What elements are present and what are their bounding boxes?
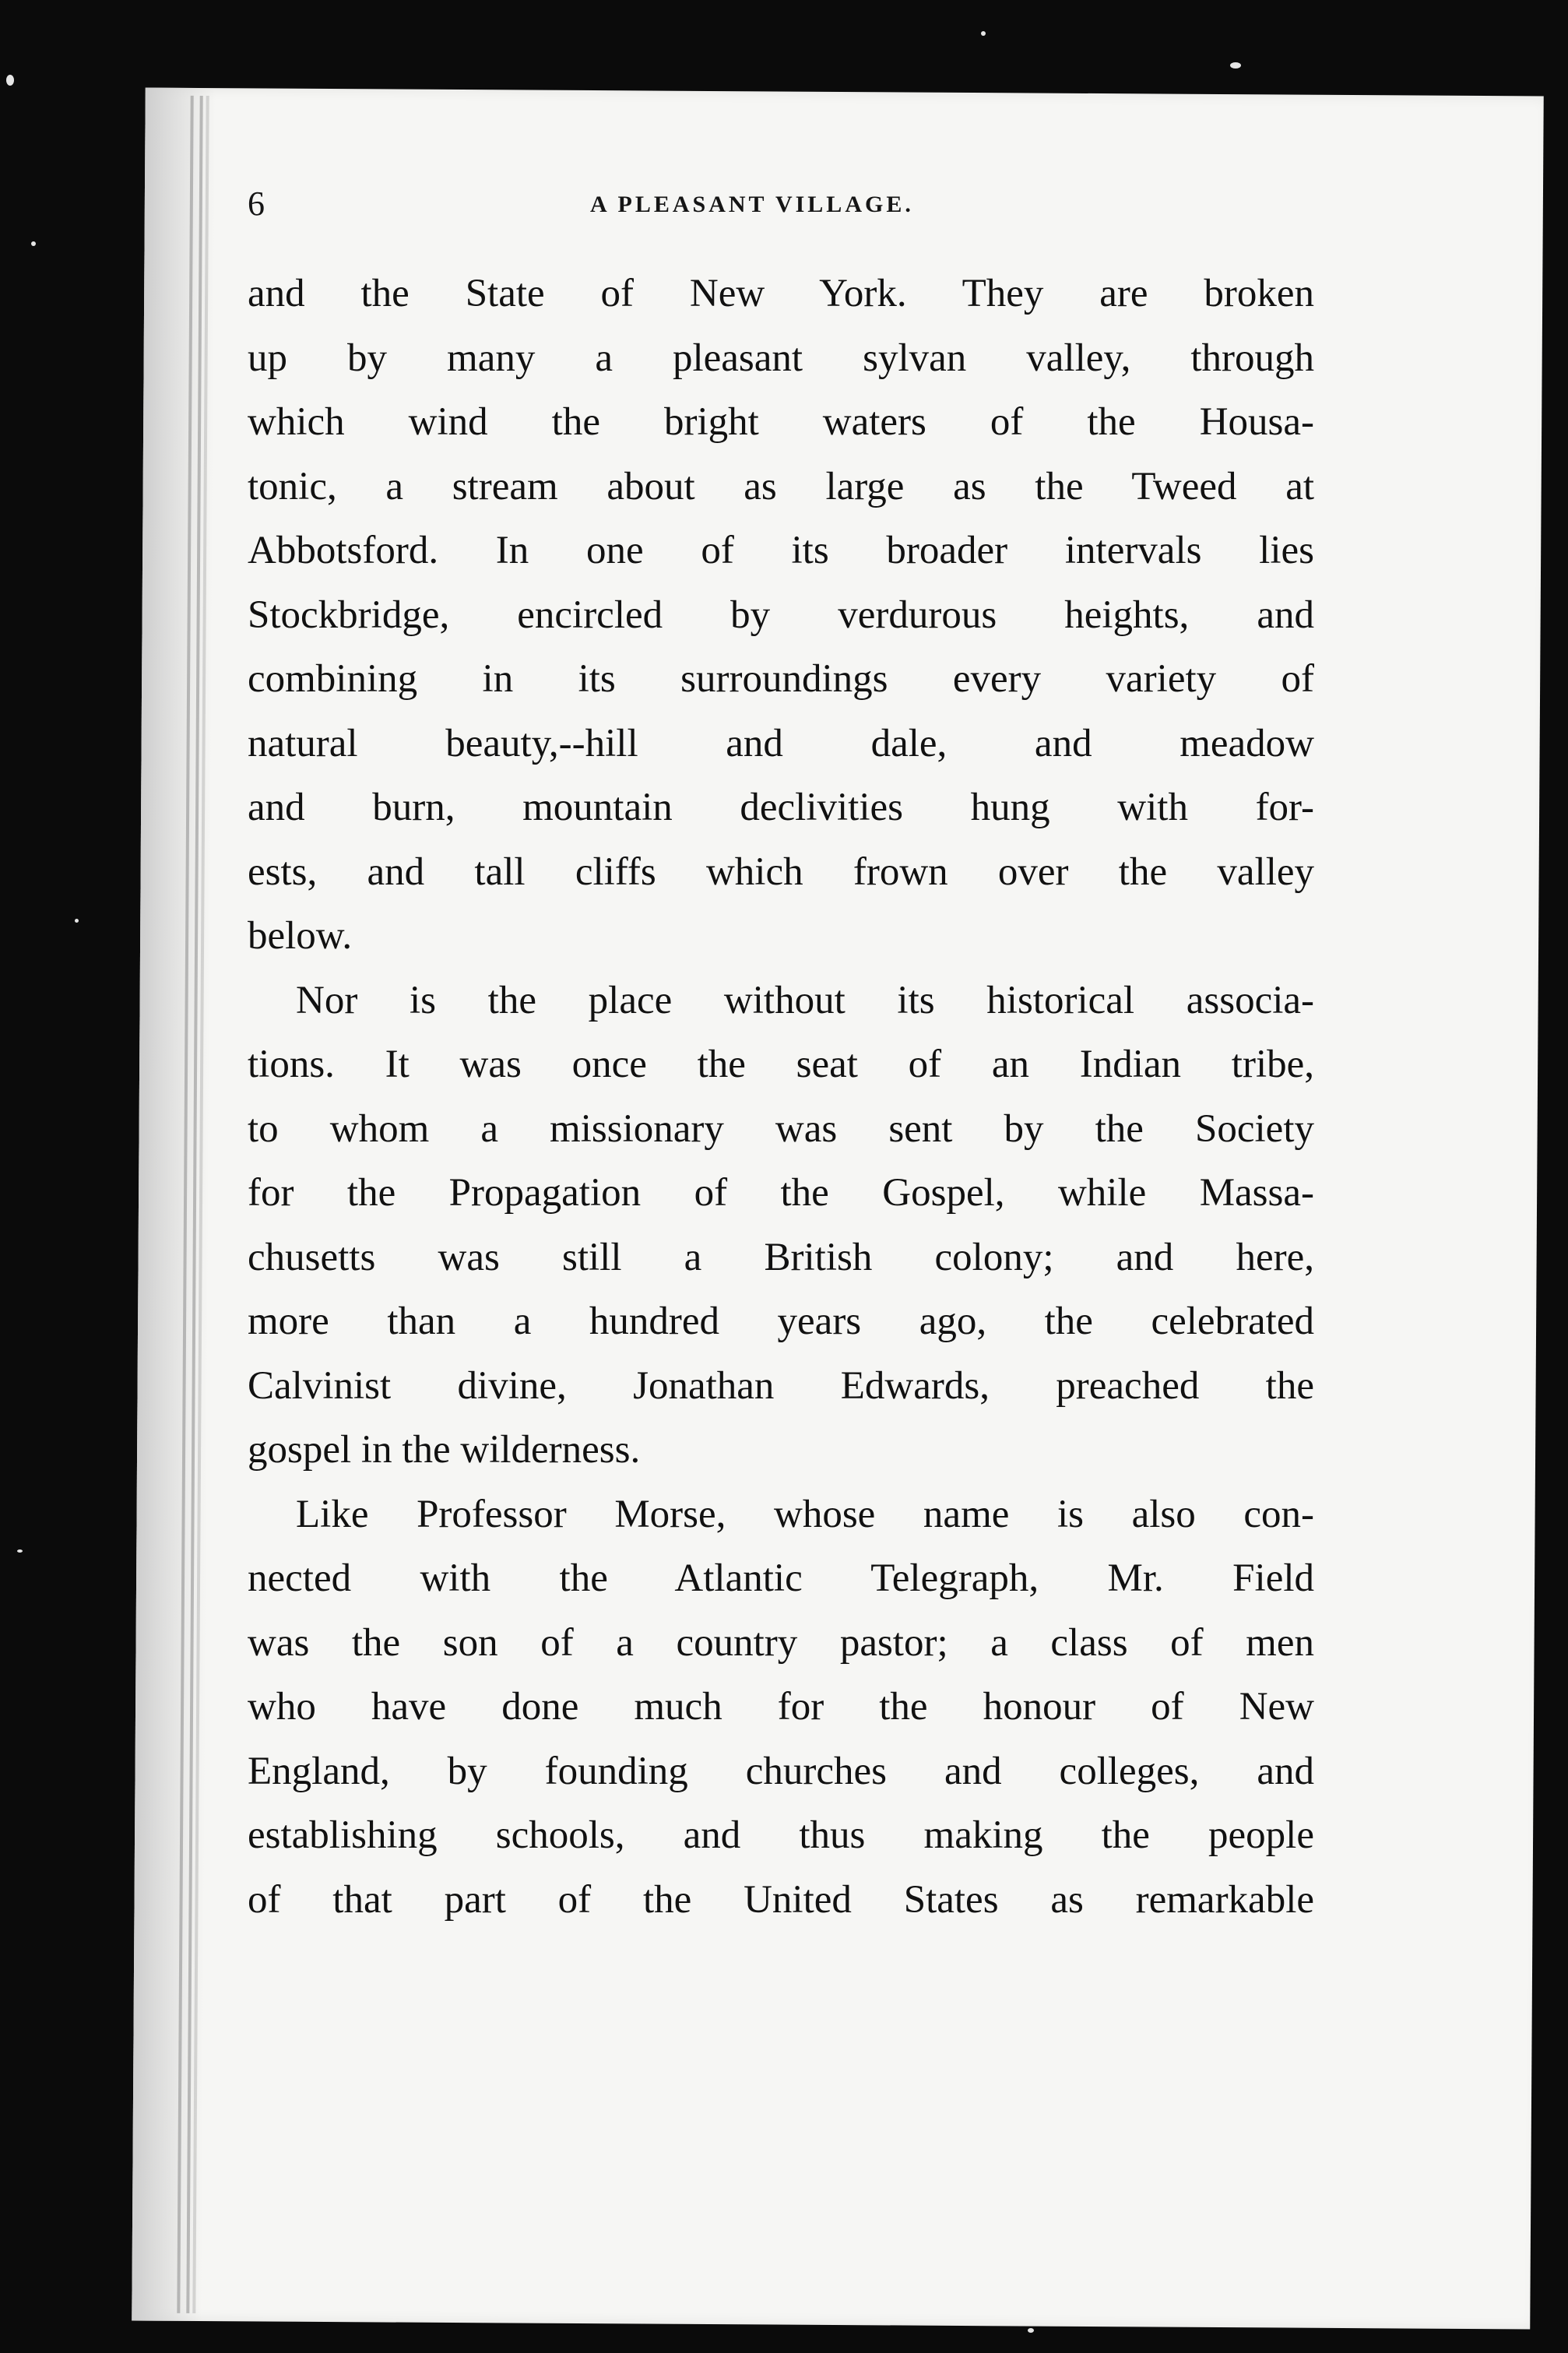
text-line: chusetts was still a British colony; and here, [248,1235,1314,1279]
page-number: 6 [248,185,265,223]
text-line: natural beauty,--hill and dale, and meadow [248,721,1314,765]
page-header [248,184,1213,230]
text-line: Calvinist divine, Jonathan Edwards, preached the [248,1363,1314,1408]
text-line: ests, and tall cliffs which frown over the valley [248,849,1314,894]
text-line: was the son of a country pastor; a class of men [248,1620,1314,1665]
text-line: below. [248,914,353,958]
text-line: and the State of New York. They are broken [248,272,1314,315]
paragraph [248,969,1314,1482]
text-line: England, by founding churches and colleges, and [248,1749,1314,1793]
text-line: which wind the bright waters of the Housa- [248,400,1314,444]
scan-speck [6,75,14,86]
text-line: Stockbridge, encircled by verdurous heights, and [248,593,1314,637]
page-gutter-shadow [132,88,216,2321]
paragraph [248,1482,1314,1933]
text-line: gospel in the wilderness. [248,1428,641,1472]
text-line: tions. It was once the seat of an Indian tribe, [248,1043,1314,1086]
text-line: Nor is the place without its historical associa- [296,978,1314,1022]
text-line: nected with the Atlantic Telegraph, Mr. Field [248,1556,1314,1600]
text-line: Abbotsford. In one of its broader intervals lies [248,529,1314,572]
text-line: for the Propagation of the Gospel, while Massa- [248,1171,1314,1215]
text-line: Like Professor Morse, whose name is also con- [296,1492,1314,1536]
text-line: who have done much for the honour of New [248,1685,1314,1729]
text-line: and burn, mountain declivities hung with for- [248,786,1314,829]
text-line: combining in its surroundings every variety of [248,657,1314,701]
text-line: tonic, a stream about as large as the Tweed at [248,464,1314,508]
paragraph [248,262,1314,969]
text-line: up by many a pleasant sylvan valley, through [248,336,1314,380]
running-title: A PLEASANT VILLAGE. [590,192,914,217]
text-line: to whom a missionary was sent by the Society [248,1106,1314,1151]
scan-speck [981,31,986,36]
text-line: establishing schools, and thus making the people [248,1813,1314,1857]
scan-speck [75,919,79,923]
scan-speck [1230,62,1241,69]
text-line: more than a hundred years ago, the celebrated [248,1300,1314,1343]
text-line: of that part of the United States as remarkable [248,1877,1314,1922]
scan-speck [31,241,36,246]
scan-speck [1028,2328,1034,2333]
body-text [248,262,1314,1932]
scan-speck [17,1549,23,1553]
